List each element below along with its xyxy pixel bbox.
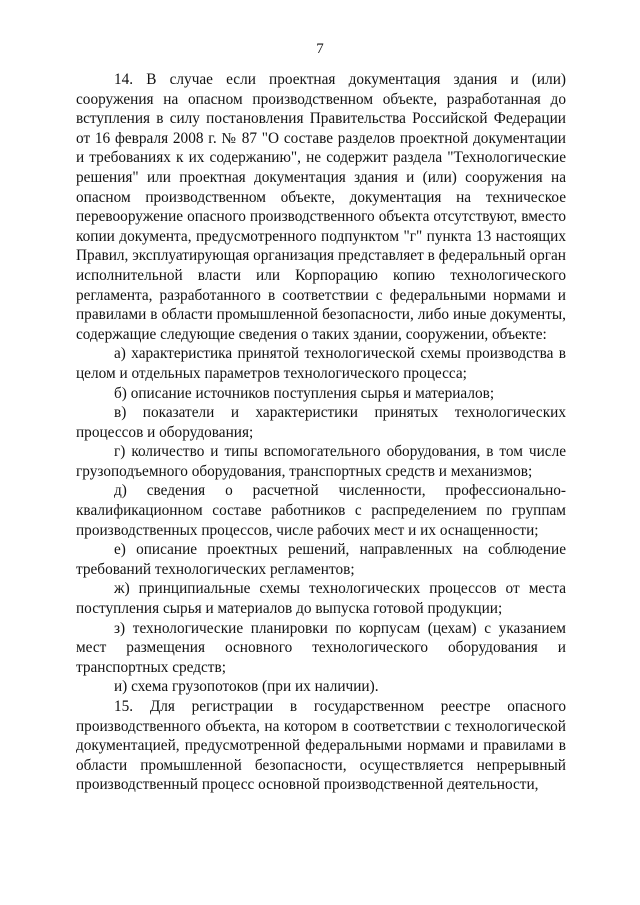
- paragraph-14: 14. В случае если проектная документация здания и (или) сооружения на опасном производственном объекте, разработанная до вступления в силу постановления Правительства Российской Федерации от 16 февраля 2008 г. № 87 "О составе разделов проектной документации и требованиях к их содержанию", не содержит раздела "Технологические решения" или проектная документация здания и (или) сооружения на опасном производственном объекте, документация на техническое перевооружение опасного производственного объекта отсутствуют, вместо копии документа, предусмотренного подпунктом "г" пункта 13 настоящих Правил, эксплуатирующая организация представляет в федеральный орган исполнительной власти или Корпорацию копию технологического регламента, разработанного в соответствии с федеральными нормами и правилами в области промышленной безопасности, либо иные документы, содержащие следующие сведения о таких здании, сооружении, объекте:: [76, 71, 566, 343]
- list-item-d: д) сведения о расчетной численности, профессионально-квалификационном составе работников с распределением по группам производственных процессов, числе рабочих мест и их оснащенности;: [76, 482, 566, 539]
- list-item-g: г) количество и типы вспомогательного оборудования, в том числе грузоподъемного оборудования, транспортных средств и механизмов;: [76, 443, 566, 480]
- list-item-e: е) описание проектных решений, направленных на соблюдение требований технологических регламентов;: [76, 541, 566, 578]
- list-item-v: в) показатели и характеристики принятых технологических процессов и оборудования;: [76, 404, 566, 441]
- list-item-z: з) технологические планировки по корпусам (цехам) с указанием мест размещения основного технологического оборудования и транспортных средств;: [76, 619, 566, 676]
- paragraph-15: 15. Для регистрации в государственном реестре опасного производственного объекта, на котором в соответствии с технологической документацией, предусмотренной федеральными нормами и правилами в области промышленной безопасности, осуществляется непрерывный производственный процесс основной производственной деятельности,: [76, 698, 566, 794]
- page-number: 7: [316, 41, 324, 57]
- list-item-a: а) характеристика принятой технологической схемы производства в целом и отдельных параметров технологического процесса;: [76, 345, 566, 382]
- list-item-b: б) описание источников поступления сырья и материалов;: [114, 384, 495, 402]
- list-item-zh: ж) принципиальные схемы технологических процессов от места поступления сырья и материалов до выпуска готовой продукции;: [76, 580, 566, 618]
- document-body: [76, 70, 566, 795]
- list-item-i: и) схема грузопотоков (при их наличии).: [114, 678, 379, 696]
